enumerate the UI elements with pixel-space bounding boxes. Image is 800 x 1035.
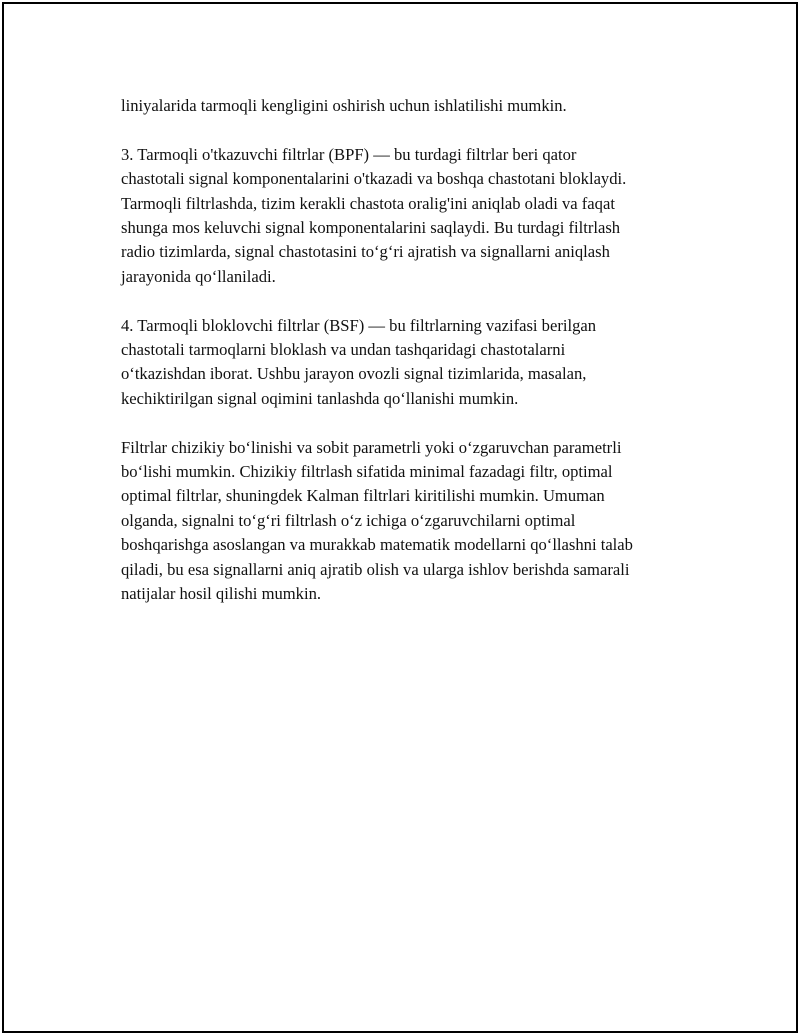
text-line: Filtrlar chizikiy bo‘linishi va sobit parametrli yoki o‘zgaruvchan parametrli (121, 437, 622, 457)
text-line: boshqarishga asoslangan va murakkab matematik modellarni qo‘llashni talab (121, 535, 633, 555)
document-body (121, 94, 701, 631)
text-line: olganda, signalni to‘g‘ri filtrlash o‘z ichiga o‘zgaruvchilarni optimal (121, 510, 576, 530)
paragraph-filter-types (121, 436, 701, 607)
paragraph-bsf (121, 314, 701, 412)
text-line: 4. Tarmoqli bloklovchi filtrlar (BSF) — bu filtrlarning vazifasi berilgan (121, 315, 597, 335)
page-frame (2, 2, 798, 1033)
text-line: o‘tkazishdan iborat. Ushbu jarayon ovozli signal tizimlarida, masalan, (121, 364, 587, 384)
paragraph-bpf (121, 143, 701, 289)
text-line: kechiktirilgan signal oqimini tanlashda qo‘llanishi mumkin. (121, 388, 519, 408)
text-line: liniyalarida tarmoqli kengligini oshirish uchun ishlatilishi mumkin. (121, 96, 567, 115)
text-line: radio tizimlarda, signal chastotasini to‘g‘ri ajratish va signallarni aniqlash (121, 242, 610, 262)
text-line: shunga mos keluvchi signal komponentalarini saqlaydi. Bu turdagi filtrlash (121, 218, 621, 238)
paragraph-intro-continuation (121, 94, 701, 118)
text-line: jarayonida qo‘llaniladi. (121, 266, 276, 286)
text-line: qiladi, bu esa signallarni aniq ajratib olish va ularga ishlov berishda samarali (121, 559, 630, 579)
text-line: chastotali tarmoqlarni bloklash va undan tashqaridagi chastotalarni (121, 340, 566, 360)
text-line: chastotali signal komponentalarini o'tkazadi va boshqa chastotani bloklaydi. (121, 169, 627, 189)
text-line: 3. Tarmoqli o'tkazuvchi filtrlar (BPF) — bu turdagi filtrlar beri qator (121, 144, 577, 164)
text-line: natijalar hosil qilishi mumkin. (121, 584, 322, 604)
text-line: bo‘lishi mumkin. Chizikiy filtrlash sifatida minimal fazadagi filtr, optimal (121, 462, 613, 482)
text-line: Tarmoqli filtrlashda, tizim kerakli chastota oralig'ini aniqlab oladi va faqat (121, 193, 615, 213)
text-line: optimal filtrlar, shuningdek Kalman filtrlari kiritilishi mumkin. Umuman (121, 486, 605, 506)
